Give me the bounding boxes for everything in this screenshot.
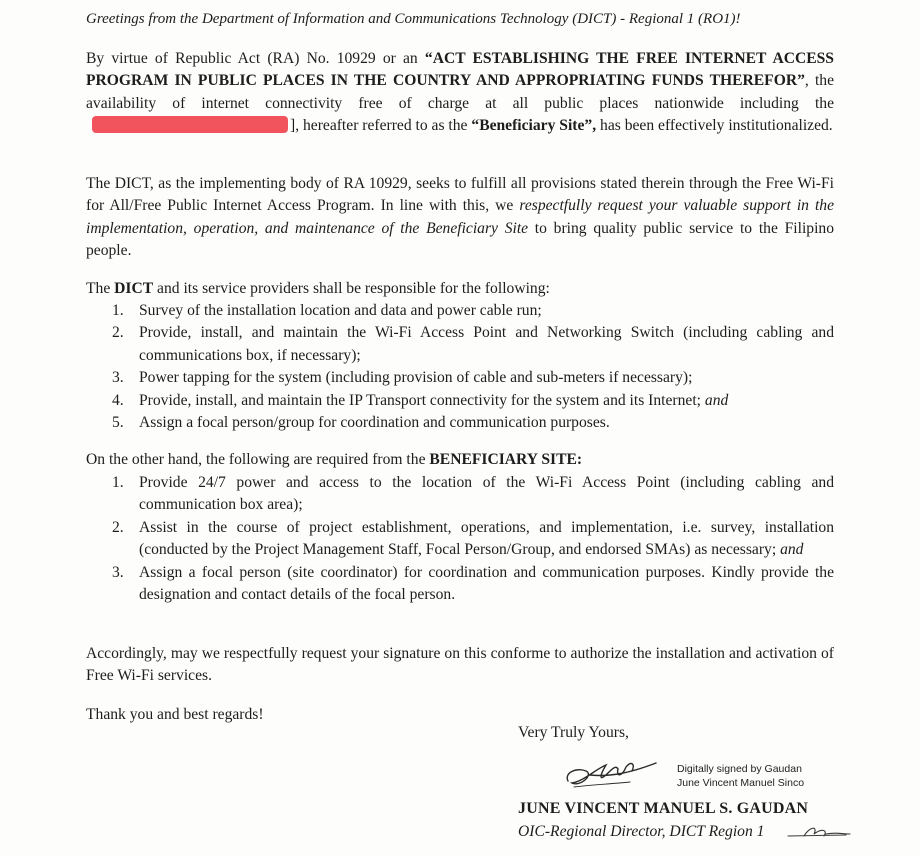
p2-italic-request: respectfully request your valuable support in the implementation, operation, and maintenance of the Beneficiary Site [86, 197, 835, 237]
beneficiary-requirements-intro [86, 449, 834, 471]
list-item [112, 472, 834, 517]
paragraph-ra-10929 [86, 48, 834, 138]
beneficiary-requirements-list [112, 472, 834, 606]
list-item [112, 322, 834, 367]
dict-intro-bold: DICT [114, 280, 154, 297]
greeting-line: Greetings from the Department of Information and Communications Technology (DICT) - Regional 1 (RO1)! [86, 11, 741, 27]
dict-responsibilities-intro [86, 278, 834, 300]
list-item-number: 1. [112, 474, 124, 491]
list-item-text: Assist in the course of project establishment, operations, and implementation, i.e. survey, installation (conducted by the Project Management Staff, Focal Person/Group, and endorsed SMAs) as necessary; [139, 518, 834, 559]
redacted-site-name [92, 116, 288, 133]
list-item-text: Provide, install, and maintain the IP Transport connectivity for the system and its Internet; [139, 391, 702, 409]
list-item [112, 412, 834, 434]
dict-intro-b: and its service providers shall be responsible for the following: [153, 280, 550, 297]
digital-signature-line-2: June Vincent Manuel Sinco [677, 777, 805, 789]
dict-intro-a: The [86, 280, 115, 297]
list-item-text: Assign a focal person/group for coordination and communication purposes. [139, 414, 610, 432]
initials-scribble-icon [784, 822, 854, 842]
p1-text-a: By virtue of Republic Act (RA) No. 10929 or an [86, 50, 425, 67]
list-item-number: 5. [112, 414, 124, 432]
list-item-text: Survey of the installation location and data and power cable run; [139, 302, 542, 319]
list-item-number: 2. [112, 324, 124, 342]
list-item [112, 517, 834, 562]
act-title: “ACT ESTABLISHING THE FREE INTERNET ACCESS PROGRAM IN PUBLIC PLACES IN THE COUNTRY AND APPROPRIATING FUNDS THEREFOR” [86, 50, 834, 90]
list-item-number: 1. [112, 302, 124, 319]
beneficiary-intro-a: On the other hand, the following are required from the [86, 451, 430, 468]
beneficiary-intro-bold: BENEFICIARY SITE: [429, 451, 583, 468]
dict-responsibilities-list [112, 300, 834, 434]
signatory-name: JUNE VINCENT MANUEL S. GAUDAN [518, 800, 809, 817]
handwritten-signature-icon [560, 755, 670, 795]
list-item-number: 3. [112, 369, 124, 387]
p2-text-b: to bring quality public service to the Filipino people. [86, 219, 834, 260]
list-item-text: Power tapping for the system (including provision of cable and sub-meters if necessary); [139, 369, 693, 387]
p1-text-b: , the availability of internet connectivity free of charge at all public places nationwide including the [86, 72, 834, 112]
p1-text-d: has been effectively institutionalized. [596, 117, 833, 135]
beneficiary-site-label: “Beneficiary Site”, [471, 117, 597, 135]
paragraph-dict-implementing [86, 173, 834, 263]
paragraph-signature-request: Accordingly, may we respectfully request your signature on this conforme to authorize the installation and activation of Free Wi-Fi services. [86, 645, 834, 685]
list-item-suffix: and [776, 541, 804, 559]
list-item-number: 4. [112, 391, 124, 409]
list-item [112, 562, 834, 607]
list-item-text: Provide 24/7 power and access to the location of the Wi-Fi Access Point (including cabling and communication box area); [139, 474, 834, 514]
list-item-text: Provide, install, and maintain the Wi-Fi Access Point and Networking Switch (including cabling and communications box, if necessary); [139, 324, 834, 364]
thanks-line: Thank you and best regards! [86, 706, 264, 723]
list-item [112, 367, 834, 389]
list-item-number: 2. [112, 518, 124, 536]
p2-text-a: The DICT, as the implementing body of RA 10929, seeks to fulfill all provisions stated therein through the Free Wi-Fi for All/Free Public Internet Access Program. In line with this, we [86, 175, 834, 215]
list-item [112, 300, 834, 322]
p1-text-c: ], hereafter referred to as the [290, 117, 472, 135]
digital-signature-note [677, 762, 804, 790]
list-item-number: 3. [112, 563, 124, 581]
list-item [112, 390, 834, 412]
list-item-suffix: and [701, 391, 729, 409]
list-item-text: Assign a focal person (site coordinator) for coordination and communication purposes. Kindly provide the designation and contact details of the focal person. [139, 563, 834, 604]
signatory-title: OIC-Regional Director, DICT Region 1 [518, 823, 765, 840]
digital-signature-line-1: Digitally signed by Gaudan [677, 763, 802, 775]
closing-line: Very Truly Yours, [518, 724, 629, 741]
